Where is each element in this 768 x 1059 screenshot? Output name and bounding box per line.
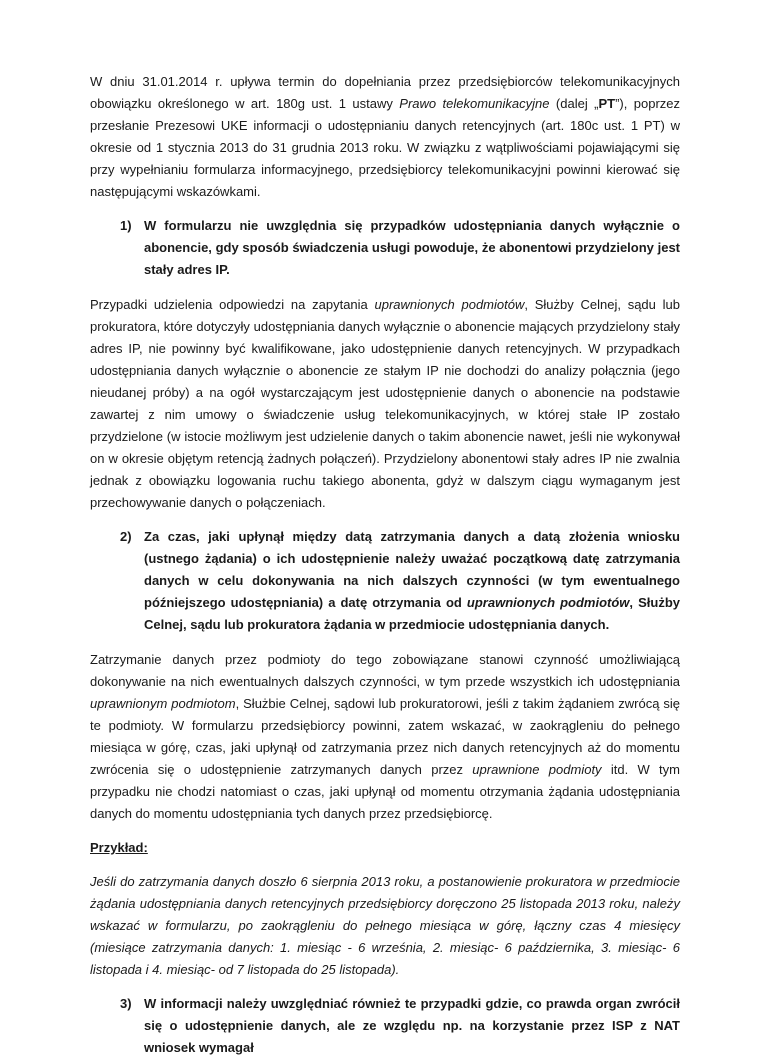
example-heading-paragraph	[90, 837, 680, 859]
intro-paragraph	[90, 71, 680, 203]
example-text: Jeśli do zatrzymania danych doszło 6 sierpnia 2013 roku, a postanowienie prokuratora w przedmiocie żądania udostępniania danych retencyjnych przedsiębiorcy doręczono 25 listopada 2013 roku, należy wskazać w formularzu, po zaokrągleniu do pełnego miesiąca w górę, łączny czas 4 miesięcy (miesiące zatrzymania danych: 1. miesiąc - 6 września, 2. miesiąc- 6 października, 3. miesiąc- 6 listopada i 4. miesiąc- od 7 listopada do 25 listopada).	[90, 874, 680, 977]
point-3	[120, 993, 680, 1059]
point2-text-2: , Służby Celnej, sądu lub prokuratora żądania w przedmiocie udostępniania danych.	[144, 595, 680, 632]
para1-italic: uprawnionych podmiotów	[374, 297, 525, 312]
point-2-number: 2)	[120, 529, 132, 544]
point-3-text: W informacji należy uwzględniać również te przypadki gdzie, co prawda organ zwrócił się o udostępnienie danych, ale ze względu np. na korzystanie przez ISP z NAT wniosek wymagał	[144, 996, 680, 1055]
paragraph-2	[90, 649, 680, 825]
para1-text-1: Przypadki udzielenia odpowiedzi na zapytania	[90, 297, 375, 312]
intro-abbrev: PT	[598, 96, 616, 111]
point-2-list	[90, 526, 680, 636]
intro-text-2: (dalej „	[549, 96, 599, 111]
point-1-list	[90, 215, 680, 281]
point2-text-1: Za czas, jaki upłynął między datą zatrzymania danych a datą złożenia wniosku (ustnego żądania) o ich udostępnienie należy uważać początkową datę zatrzymania danych w celu dokonywania na nich dalszych czynności (w tym ewentualnego późniejszego udostępniania) a datę otrzymania od	[144, 529, 680, 610]
point-3-list	[90, 993, 680, 1059]
para2-italic-2: uprawnione podmioty	[472, 762, 602, 777]
para2-text-1: Zatrzymanie danych przez podmioty do tego zobowiązane stanowi czynność umożliwiającą dokonywanie na nich ewentualnych dalszych czynności, w tym przede wszystkich ich udostępniania	[90, 652, 680, 689]
point-3-number: 3)	[120, 996, 132, 1011]
para2-text-2: , Służbie Celnej, sądowi lub prokuratorowi, jeśli z takim żądaniem zwrócą się te podmioty. W formularzu przedsiębiorcy powinni, zatem wskazać, w zaokrągleniu do pełnego miesiąca w górę, czas, jaki upłynął od zatrzymania przez nich danych retencyjnych aż do momentu zwrócenia się o udostępnienie zatrzymanych danych przez	[90, 696, 681, 777]
para1-text-2: , Służby Celnej, sądu lub prokuratora, które dotyczyły udostępniania danych wyłącznie o abonencie mających przydzielony stały adres IP, nie powinny być kwalifikowane, jako udostępnienie danych retencyjnych. W przypadkach udostępniania danych wyłącznie o abonencie ze stałym IP nie dochodzi do analizy połącznia (jego nieudanej próby) a na ogół wystarczającym jest udostępnienie danych o abonencie na podstawie zawartej z nim umowy o świadczenie usług telekomunikacyjnych, w której stałe IP zostało przydzielone (w istocie możliwym jest udzielenie danych o takim abonencie nawet, jeśli nie wykonywał on w okresie objętym retencją żadnych połączeń). Przydzielony abonentowi stały adres IP nie zwalnia jednak z obowiązku logowania ruchu takiego abonenta, gdyż w dalszym ciągu wymaganym jest przechowywanie danych o połączeniach.	[90, 297, 680, 510]
intro-text-3: ”), poprzez przesłanie Prezesowi UKE informacji o udostępnianiu danych retencyjnych (art. 180c ust. 1 PT) w okresie od 1 stycznia 2013 do 31 grudnia 2013 roku. W związku z wątpliwościami pojawiającymi się przy wypełnianiu formularza informacyjnego, przedsiębiorcy telekomunikacyjni powinni kierować się następującymi wskazówkami.	[90, 96, 681, 199]
example-heading: Przykład:	[90, 840, 148, 855]
intro-text-1: W dniu 31.01.2014 r. upływa termin do dopełniania przez przedsiębiorców telekomunikacyjnych obowiązku określonego w art. 180g ust. 1 ustawy	[90, 74, 680, 111]
point-1-text: W formularzu nie uwzględnia się przypadków udostępniania danych wyłącznie o abonencie, gdy sposób świadczenia usługi powoduje, że abonentowi przydzielony jest stały adres IP.	[144, 218, 680, 277]
point-1-number: 1)	[120, 218, 132, 233]
point2-italic: uprawnionych podmiotów	[466, 595, 630, 610]
point-1	[120, 215, 680, 281]
paragraph-1	[90, 294, 680, 514]
para2-italic-1: uprawnionym podmiotom	[90, 696, 236, 711]
point-2-text	[144, 526, 680, 636]
point-2	[120, 526, 680, 636]
para2-text-3: itd. W tym przypadku nie chodzi natomiast o czas, jaki upłynął od momentu otrzymania żądania udostępniania danych do momentu udostępniania tych danych przez przedsiębiorcę.	[90, 762, 681, 821]
intro-law-name: Prawo telekomunikacyjne	[399, 96, 550, 111]
